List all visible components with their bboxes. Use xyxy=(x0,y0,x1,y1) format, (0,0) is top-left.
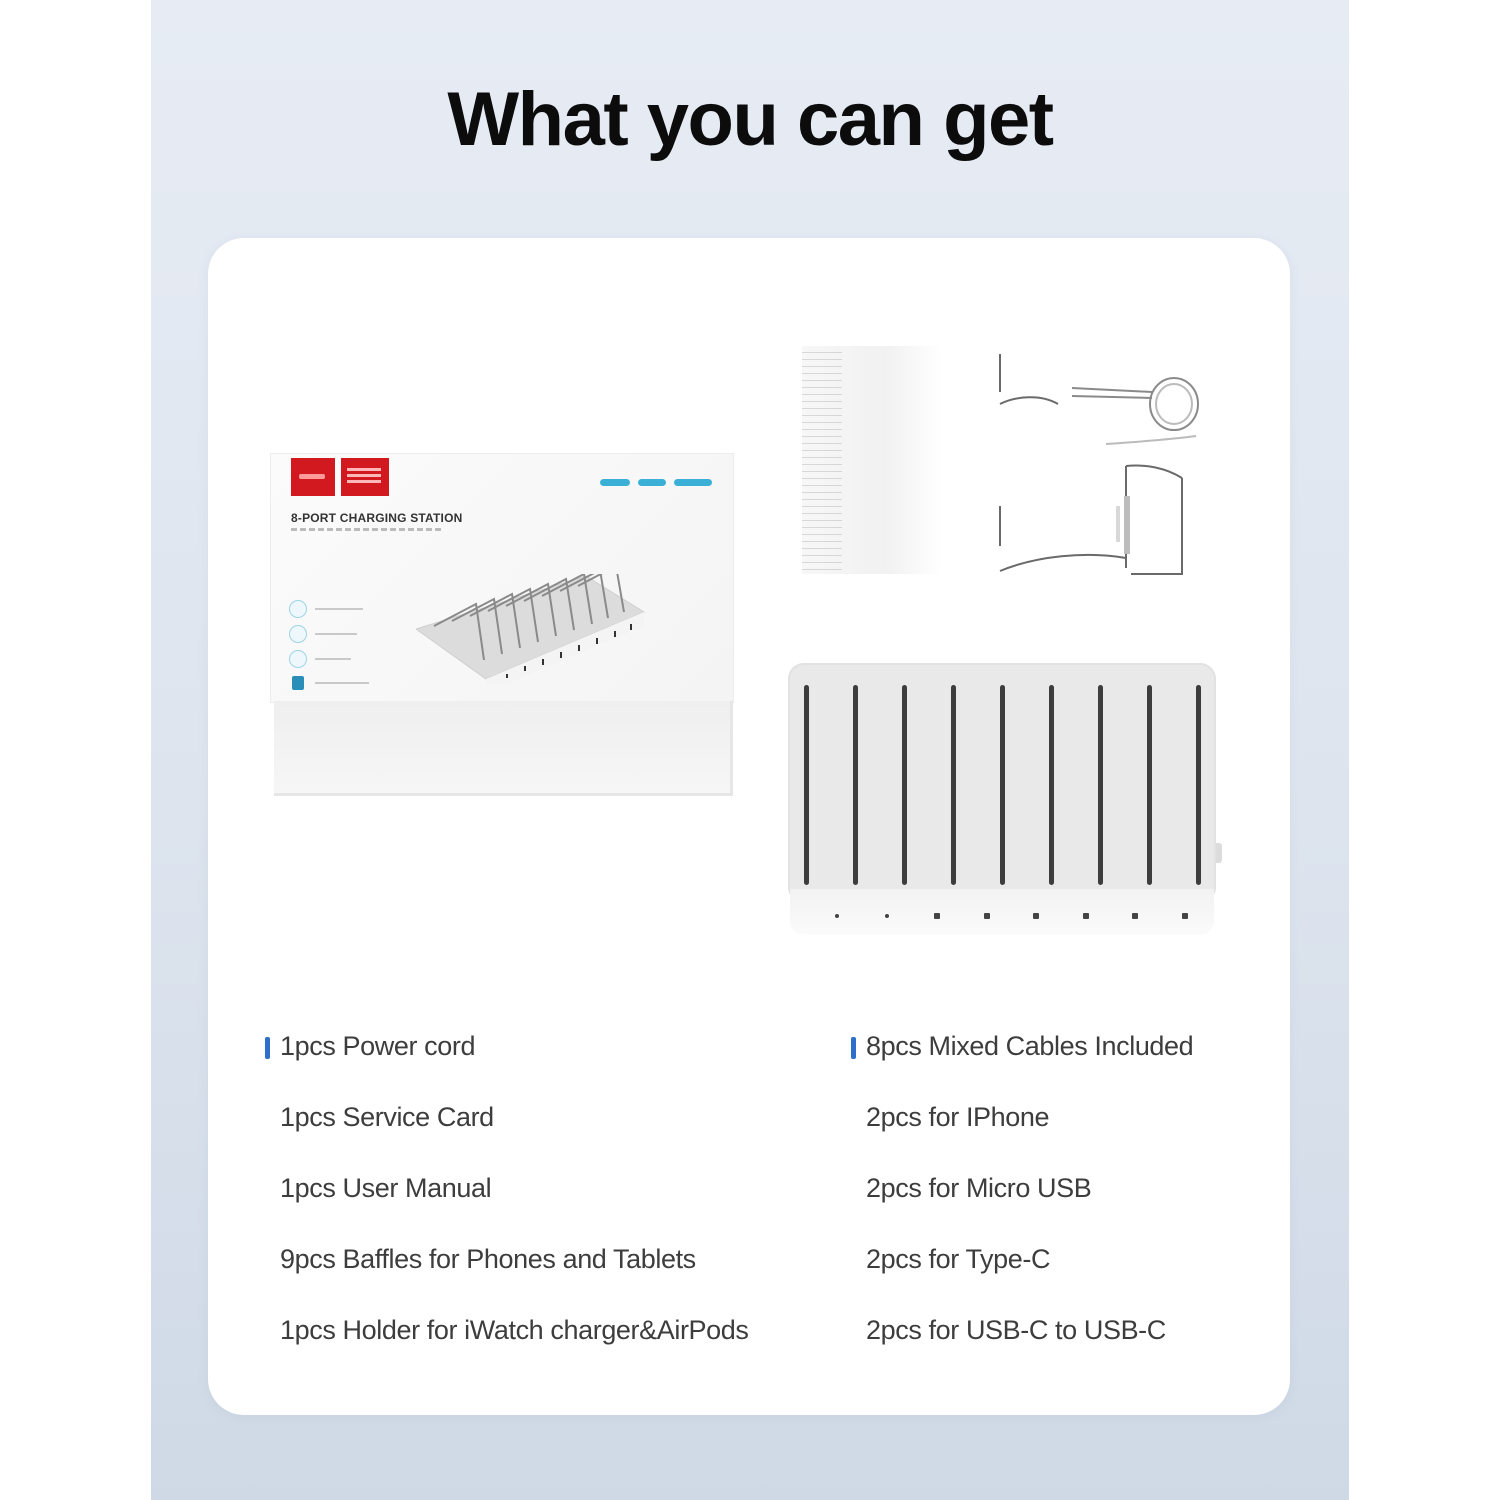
watch-airpods-holder-icon xyxy=(996,346,1206,576)
retail-box-image xyxy=(270,453,732,798)
power-inlet-tab xyxy=(1216,843,1222,863)
box-subheading xyxy=(291,528,441,531)
charging-station-perspective-icon xyxy=(416,574,646,684)
baffle-slot xyxy=(1098,685,1103,885)
baffle-slot xyxy=(853,685,858,885)
charging-station-top-icon xyxy=(788,663,1220,935)
baffle-slot xyxy=(1147,685,1152,885)
usb-a-port-icon xyxy=(1182,913,1188,919)
contents-card xyxy=(208,238,1290,1415)
pill-icon xyxy=(600,479,630,486)
list-item xyxy=(851,1244,1193,1315)
cables-list xyxy=(851,1031,1193,1386)
box-top-face xyxy=(270,453,734,703)
box-feature-pills xyxy=(600,479,712,486)
baffle-slot xyxy=(951,685,956,885)
station-top-surface xyxy=(788,663,1216,903)
list-item xyxy=(265,1173,749,1244)
list-item xyxy=(265,1031,749,1102)
usb-a-port-icon xyxy=(1132,913,1138,919)
box-feature-row xyxy=(289,625,357,643)
station-front-face xyxy=(790,889,1214,935)
list-indent xyxy=(265,1250,280,1272)
brand-logo-icon xyxy=(291,458,335,496)
usb-a-port-icon xyxy=(984,913,990,919)
usb-c-port-icon xyxy=(885,914,889,918)
manual-text-lines xyxy=(802,352,842,572)
box-feature-row xyxy=(289,676,369,690)
background-panel xyxy=(151,0,1349,1500)
usb-a-port-icon xyxy=(1083,913,1089,919)
brand-badge-icon xyxy=(341,458,389,496)
folded-manual-icon xyxy=(802,346,942,574)
list-item xyxy=(265,1315,749,1386)
page-title: What you can get xyxy=(447,77,1053,162)
list-item-label: 1pcs User Manual xyxy=(280,1173,492,1203)
list-item-label: 1pcs Power cord xyxy=(280,1031,476,1061)
baffle-slot xyxy=(1049,685,1054,885)
baffle-slot xyxy=(1000,685,1005,885)
box-feature-row xyxy=(289,650,351,668)
list-indent xyxy=(265,1179,280,1201)
list-indent xyxy=(851,1108,866,1130)
bookmark-square-icon xyxy=(292,676,304,690)
usb-c-port-icon xyxy=(835,914,839,918)
accent-bar-icon xyxy=(265,1037,270,1059)
list-indent xyxy=(851,1179,866,1201)
feature-text-line xyxy=(315,658,351,660)
list-item xyxy=(851,1031,1193,1102)
usb-a-port-icon xyxy=(934,913,940,919)
list-item xyxy=(851,1173,1193,1244)
baffle-slot xyxy=(804,685,809,885)
box-heading: 8-PORT CHARGING STATION xyxy=(291,511,463,525)
list-item-label: 1pcs Service Card xyxy=(280,1102,494,1132)
usb-a-port-icon xyxy=(1033,913,1039,919)
cpu-circle-icon xyxy=(289,625,307,643)
list-indent xyxy=(265,1321,280,1343)
list-item-label: 2pcs for USB-C to USB-C xyxy=(866,1315,1166,1345)
feature-text-line xyxy=(315,608,363,610)
pill-icon xyxy=(638,479,666,486)
list-item-label: 1pcs Holder for iWatch charger&AirPods xyxy=(280,1315,749,1345)
list-item xyxy=(851,1102,1193,1173)
accent-bar-icon xyxy=(851,1037,856,1059)
baffle-slot xyxy=(902,685,907,885)
list-item-label: 8pcs Mixed Cables Included xyxy=(866,1031,1194,1061)
list-indent xyxy=(265,1108,280,1130)
list-item-label: 2pcs for Micro USB xyxy=(866,1173,1092,1203)
box-front-face xyxy=(274,701,733,796)
included-items-list xyxy=(265,1031,749,1386)
list-indent xyxy=(851,1250,866,1272)
feature-text-line xyxy=(315,682,369,684)
box-feature-row xyxy=(289,600,363,618)
list-item-label: 2pcs for IPhone xyxy=(866,1102,1050,1132)
pill-icon xyxy=(674,479,712,486)
list-item xyxy=(265,1102,749,1173)
list-item xyxy=(851,1315,1193,1386)
plus-circle-icon xyxy=(289,600,307,618)
list-item-label: 2pcs for Type-C xyxy=(866,1244,1051,1274)
list-item-label: 9pcs Baffles for Phones and Tablets xyxy=(280,1244,696,1274)
feature-text-line xyxy=(315,633,357,635)
baffle-slot xyxy=(1196,685,1201,885)
list-item xyxy=(265,1244,749,1315)
shield-circle-icon xyxy=(289,650,307,668)
list-indent xyxy=(851,1321,866,1343)
